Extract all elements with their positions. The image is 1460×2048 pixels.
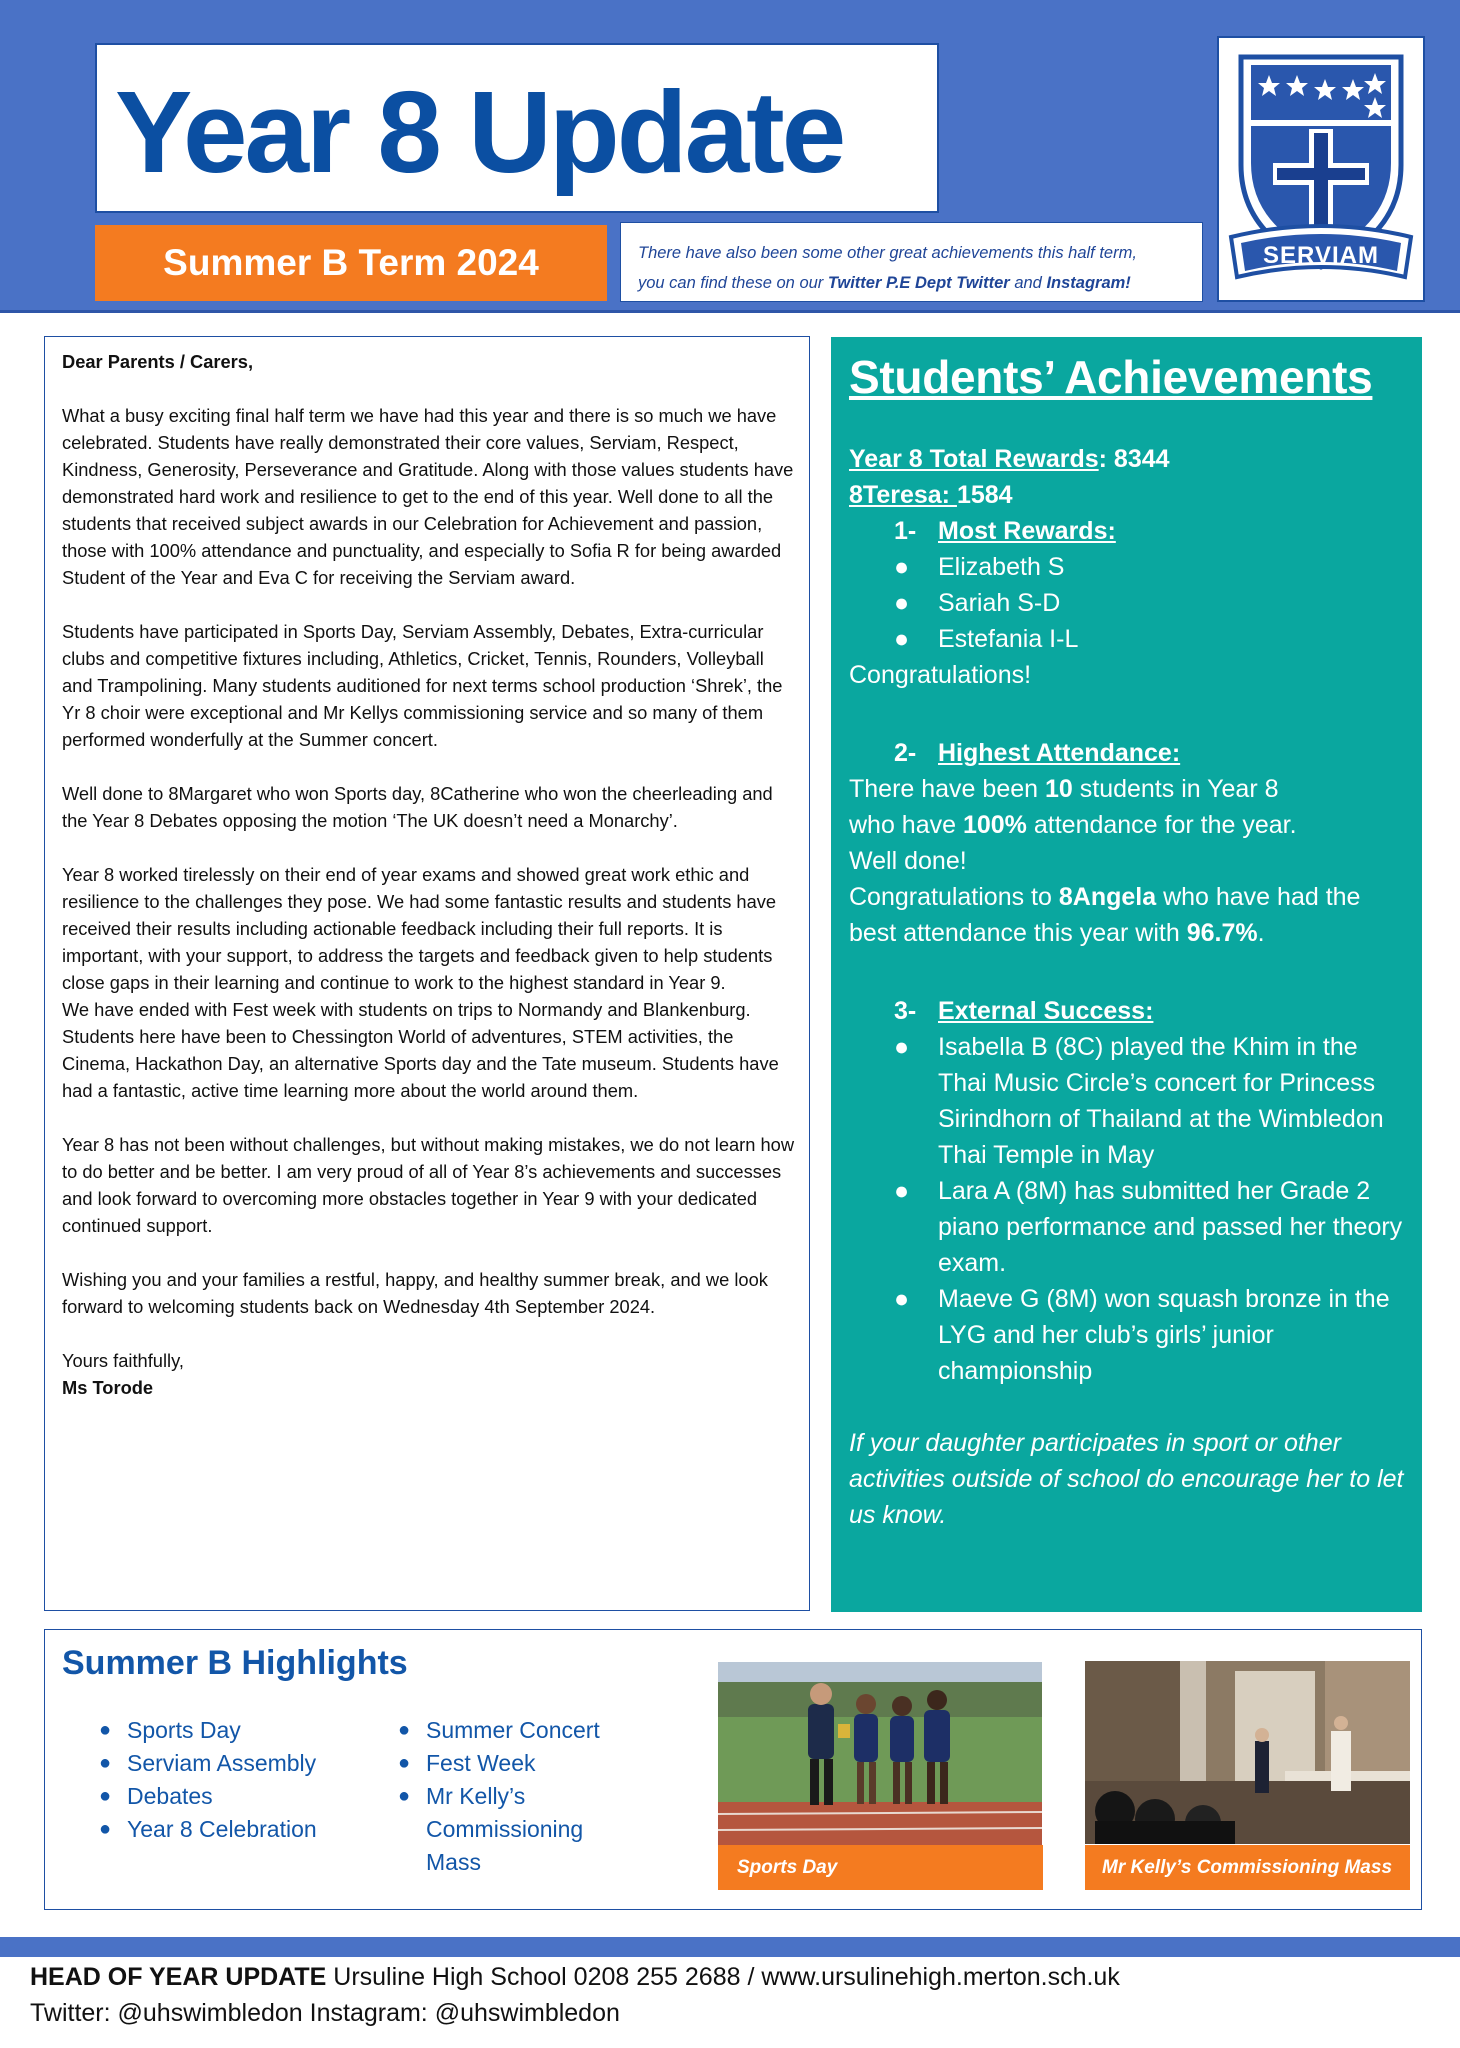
page-title: Year 8 Update <box>115 67 844 197</box>
list-item-text: Fest Week <box>426 1750 536 1776</box>
achievements-panel <box>831 337 1422 1612</box>
list-item-text: Maeve G (8M) won squash bronze in the LYG and her club’s girls’ junior championship <box>938 1285 1390 1385</box>
list-item-text: Sports Day <box>127 1717 241 1743</box>
text-span: There have been <box>849 775 1045 803</box>
list-item <box>894 1029 1412 1173</box>
bullet-icon: ● <box>894 625 910 653</box>
bullet-icon: ● <box>98 1818 112 1840</box>
list-item-text: Summer Concert <box>426 1717 600 1743</box>
social-note <box>620 222 1203 302</box>
list-item-text: Debates <box>127 1783 213 1809</box>
highlights-panel <box>44 1629 1422 1910</box>
list-item <box>894 1173 1412 1281</box>
attendance-percent: 100% <box>962 811 1027 839</box>
letter-paragraph-4: Year 8 worked tirelessly on their end of year exams and showed great work ethic and resilience to the challenges they pose. We had some fantastic results and students have received their results including actionable feedback including their full reports. It is important, with your support, to address the targets and feedback given to help students close gaps in their learning and continue to work to the highest standard in Year 9. <box>62 864 777 993</box>
footer-bar <box>0 1937 1460 1957</box>
social-note-line1: There have also been some other great achievements this half term, <box>638 244 1137 262</box>
letter-paragraph-7: Wishing you and your families a restful, happy, and healthy summer break, and we look forward to welcoming students back on Wednesday 4th September 2024. <box>62 1269 768 1317</box>
letter-panel <box>44 336 810 1611</box>
student-count: 10 <box>1044 775 1073 803</box>
list-item <box>83 1780 317 1813</box>
bullet-icon: ● <box>98 1785 112 1807</box>
list-item-text: Serviam Assembly <box>127 1750 317 1776</box>
letter-signature: Ms Torode <box>62 1377 154 1398</box>
attendance-line-3: Well done! <box>849 847 967 875</box>
letter-paragraph-3: Well done to 8Margaret who won Sports day, 8Catherine who won the cheerleading and the Year 8 Debates opposing the motion ‘The UK doesn’t need a Monarchy’. <box>62 783 773 831</box>
section-highest-attendance <box>849 735 1412 771</box>
bullet-icon: ● <box>397 1719 411 1741</box>
attendance-line-2 <box>849 807 1412 843</box>
text-span: Congratulations to <box>849 883 1059 911</box>
list-item <box>83 1747 317 1780</box>
bullet-icon: ● <box>98 1719 112 1741</box>
list-item <box>83 1813 317 1846</box>
instagram-link[interactable]: Instagram! <box>1046 274 1131 292</box>
closing-note: If your daughter participates in sport or other activities outside of school do encourage her to let us know. <box>849 1429 1404 1529</box>
letter-paragraph-6: Year 8 has not been without challenges, but without making mistakes, we do not learn how to do better and be better. I am very proud of all of Year 8’s achievements and successes and look forward to overcoming more obstacles together in Year 9 with your dedicated continued support. <box>62 1134 795 1236</box>
social-note-prefix: you can find these on our <box>638 274 828 292</box>
text-span: who have had the best attendance this year with <box>849 883 1361 947</box>
list-item-text: Year 8 Celebration <box>127 1816 317 1842</box>
photo-caption-2: Mr Kelly’s Commissioning Mass <box>1085 1845 1410 1890</box>
footer-contact: Ursuline High School 0208 255 2688 / www.ursulinehigh.merton.sch.uk <box>326 1963 1120 1991</box>
bullet-icon: ● <box>397 1752 411 1774</box>
section-most-rewards <box>849 513 1412 549</box>
list-item <box>894 585 1412 621</box>
footer-heading: HEAD OF YEAR UPDATE <box>30 1963 327 1991</box>
section-number: 2- <box>894 739 917 767</box>
bullet-icon: ● <box>894 1177 910 1205</box>
list-item <box>382 1714 626 1747</box>
list-item <box>382 1747 626 1780</box>
bullet-icon: ● <box>397 1785 411 1807</box>
bullet-icon: ● <box>894 589 910 617</box>
crest-icon <box>1221 45 1421 293</box>
text-span: who have <box>849 811 963 839</box>
achievements-heading: Students’ Achievements <box>849 351 1373 403</box>
attendance-line-1 <box>849 771 1412 807</box>
list-item-text: Lara A (8M) has submitted her Grade 2 piano performance and passed her theory exam. <box>938 1177 1403 1277</box>
most-rewards-list <box>849 549 1412 657</box>
social-note-and: and <box>1009 274 1047 292</box>
list-item-text: Sariah S-D <box>938 589 1061 617</box>
list-item <box>83 1714 317 1747</box>
section-title: External Success: <box>938 997 1154 1025</box>
form-rewards-value: 1584 <box>956 481 1013 509</box>
text-span: . <box>1257 919 1265 947</box>
bullet-icon: ● <box>98 1752 112 1774</box>
list-item-text: Isabella B (8C) played the Khim in the Thai Music Circle’s concert for Princess Sirindhorn of Thailand at the Wimbledon Thai Temple in May <box>938 1033 1384 1169</box>
section-title: Most Rewards: <box>938 517 1116 545</box>
school-crest <box>1217 36 1425 302</box>
bullet-icon: ● <box>894 1033 910 1061</box>
letter-paragraph-5: We have ended with Fest week with students on trips to Normandy and Blankenburg. Students here have been to Chessington World of adventures, STEM activities, the Cinema, Hackathon Day, an alternative Sports day and the Tate museum. Students have had a fantastic, active time learning more about the world around them. <box>62 999 779 1101</box>
best-form: 8Angela <box>1058 883 1157 911</box>
best-attendance: 96.7% <box>1186 919 1258 947</box>
list-item <box>382 1780 626 1879</box>
total-rewards-value: : 8344 <box>1098 445 1170 473</box>
twitter-link[interactable]: Twitter P.E Dept Twitter <box>827 274 1010 292</box>
photo-caption-1: Sports Day <box>718 1845 1043 1890</box>
letter-greeting: Dear Parents / Carers, <box>62 351 254 372</box>
list-item-text: Mr Kelly’s Commissioning Mass <box>426 1783 584 1875</box>
footer <box>0 1957 1460 2048</box>
list-item <box>894 621 1412 657</box>
sports-day-photo <box>718 1662 1042 1845</box>
section-number: 3- <box>894 997 917 1025</box>
text-span: attendance for the year. <box>1026 811 1297 839</box>
highlights-list-1 <box>83 1714 317 1846</box>
bullet-icon: ● <box>894 553 910 581</box>
form-rewards-label: 8Teresa: <box>849 481 957 509</box>
highlights-heading: Summer B Highlights <box>62 1644 408 1682</box>
external-success-list <box>849 1029 1412 1389</box>
congrats-text: Congratulations! <box>849 661 1032 689</box>
section-title: Highest Attendance: <box>938 739 1181 767</box>
commissioning-mass-photo <box>1085 1661 1410 1844</box>
list-item <box>894 549 1412 585</box>
section-number: 1- <box>894 517 917 545</box>
highlights-list-2 <box>382 1714 626 1879</box>
letter-paragraph-2: Students have participated in Sports Day, Serviam Assembly, Debates, Extra-curricular clubs and competitive fixtures including, Athletics, Cricket, Tennis, Rounders, Volleyball and Trampolining. Many students auditioned for next terms school production ‘Shrek’, the Yr 8 choir were exceptional and Mr Kellys commissioning service and so many of them performed wonderfully at the Summer concert. <box>62 621 783 750</box>
attendance-line-4 <box>849 879 1412 951</box>
bullet-icon: ● <box>894 1285 910 1313</box>
list-item-text: Elizabeth S <box>938 553 1065 581</box>
title-box <box>95 43 939 213</box>
crest-motto: SERVIAM <box>1263 242 1379 269</box>
form-rewards <box>849 477 1412 513</box>
footer-line-1 <box>30 1959 1460 1995</box>
total-rewards-label: Year 8 Total Rewards <box>849 445 1099 473</box>
list-item-text: Estefania I-L <box>938 625 1079 653</box>
text-span: students in Year 8 <box>1072 775 1279 803</box>
total-rewards <box>849 441 1412 477</box>
footer-line-2: Twitter: @uhswimbledon Instagram: @uhswimbledon <box>30 1999 620 2027</box>
letter-paragraph-1: What a busy exciting final half term we have had this year and there is so much we have celebrated. Students have really demonstrated their core values, Serviam, Respect, Kindness, Generosity, Perseverance and Gratitude. Along with those values students have demonstrated hard work and resilience to get to the end of this year. Well done to all the students that received subject awards in our Celebration for Achievement and passion, those with 100% attendance and punctuality, and especially to Sofia R for being awarded Student of the Year and Eva C for receiving the Serviam award. <box>62 405 794 588</box>
list-item <box>894 1281 1412 1389</box>
social-note-line2 <box>638 268 1188 298</box>
term-banner: Summer B Term 2024 <box>95 225 607 301</box>
section-external-success <box>849 993 1412 1029</box>
letter-signoff: Yours faithfully, <box>62 1350 184 1371</box>
